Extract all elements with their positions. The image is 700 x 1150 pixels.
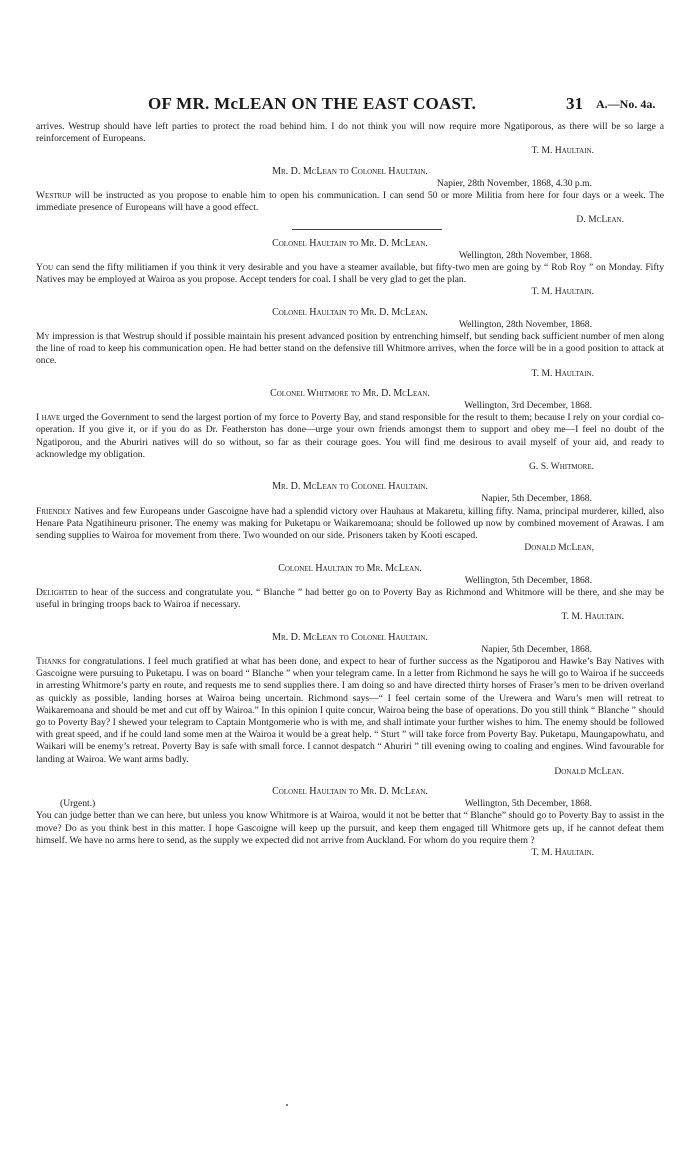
letter-heading: Colonel Haultain to Mr. D. McLean. — [272, 306, 428, 318]
letter-signature: T. M. Haultain. — [531, 367, 594, 379]
letter-heading: Colonel Haultain to Mr. D. McLean. — [272, 237, 428, 249]
letter-dateline: Wellington, 5th December, 1868. — [464, 574, 592, 586]
letter-text: Natives and few Europeans under Gascoigne have had a splendid victory over Hauhaus at Makaretu, killing fifty. Nama, principal murderer, killed, also Henare Pata Ngatihineuru prisoner. The enemy was making for Puketapu or Waikaremoana; should be followed up now by combined movement of Arawas. I am sending supplies to Wairoa for movement from there. Two wounded on our side. Prisoners taken by Kooti escaped. — [36, 505, 664, 542]
letter — [36, 307, 664, 380]
section-divider — [292, 229, 442, 230]
document-body — [36, 121, 664, 859]
letter-body — [36, 587, 664, 611]
letter — [36, 481, 664, 554]
letter-body — [36, 412, 664, 461]
letter-body — [36, 262, 664, 286]
letter-lead-word: Friendly — [36, 505, 72, 517]
letter — [36, 238, 664, 299]
letter-text: impression is that Westrup should if possible maintain his present advanced position by entrenching himself, but sending back sufficient number of men along the line of road to keep his communication open. He had better stand on the defensive till Whitmore arrives, when the force will be in a good position to attack at once. — [36, 331, 664, 367]
letter-signature: Donald McLean. — [554, 765, 624, 777]
letter-signature: T. M. Haultain. — [531, 286, 594, 298]
letter-heading: Mr. D. McLean to Colonel Haultain. — [272, 481, 428, 493]
letter-dateline: Napier, 5th December, 1868. — [481, 493, 592, 505]
letter — [36, 563, 664, 624]
letter-lead-word: Delighted — [36, 586, 78, 598]
letter-signature: T. M. Haultain. — [531, 846, 594, 858]
letter-lead-word: You — [36, 262, 54, 274]
letter-text: can send the fifty militiamen if you think it very desirable and you have a steamer available, but fifty-two men are going by “ Rob Roy ” on Monday. Fifty Natives may be employed at Wairoa as you propose. Accept tenders for coal. I shall be very glad to get the plan. — [36, 262, 664, 286]
letter-heading: Colonel Haultain to Mr. D. McLean. — [272, 785, 428, 797]
letter-text: will be instructed as you propose to enable him to open his communication. I can send 50 or more Militia from here for four days or a week. The immediate presence of Europeans will have a good effect. — [36, 190, 664, 214]
document-reference: A.—No. 4a. — [596, 97, 656, 111]
letter-dateline: Napier, 28th November, 1868, 4.30 p.m. — [436, 177, 592, 189]
running-title: OF MR. McLEAN ON THE EAST COAST. — [148, 94, 477, 113]
letter-text: to hear of the success and congratulate you. “ Blanche ” had better go on to Poverty Bay as Richmond and Whitmore will be there, and she may be useful in bringing troops back to Wairoa if necessary. — [36, 586, 664, 611]
letter-signature: G. S. Whitmore. — [528, 461, 594, 473]
letter-body — [36, 506, 664, 543]
letter — [36, 632, 664, 778]
letter-text: for congratulations. I feel much gratified at what has been done, and expect to hear of further success as the Ngatiporou and Hawke’s Bay Natives with Gascoigne were pursuing to Puketapu. I was on board “ Blanche ” when your telegram came. In a letter from Richmond he says he will go to Wairoa if he succeeds in arresting Whitmore’s party en route, and requests me to send supplies there. I am doing so and have directed thirty horses of Fraser’s men to be driven overland as quickly as possible, landing horses at Wairoa being uncertain. Richmond says—“ I feel certain some of the Urewera and Waru’s men will retreat to Waikaremoana and should be met and cut off by Wairoa.” In this opinion I quite concur, Wairoa being the base of operations. Do you still think “ Blanche ” should go to Poverty Bay? I shewed your telegram to Captain Montgomerie who is with me, and shall intimate your further wishes to him. The enemy should be followed with great speed, and if he could land some men at the Wairoa it would be a great help. “ Sturt ” will take force from Poverty Bay. Puketapu, Maungapowhatu, and Waikari will be enemy’s retreat. Poverty Bay is safe with small force. I cannot despatch “ Ahuriri ” till evening owing to coaling and engines. Wind favourable for landing at Wairoa. We want arms badly. — [36, 655, 664, 765]
letter-signature: D. McLean. — [576, 214, 624, 226]
intro-paragraph: arrives. Westrup should have left parties to protect the road behind him. I do not think you will now require more Ngatiporous, as there will be so large a reinforcement of Europeans. — [36, 121, 664, 145]
letter-dateline: Wellington, 3rd December, 1868. — [464, 400, 592, 412]
letter-dateline: Wellington, 28th November, 1868. — [458, 318, 592, 330]
letter-body — [36, 656, 664, 766]
letter-lead-word: Westrup — [36, 190, 72, 202]
letter-dateline: Napier, 5th December, 1868. — [481, 643, 592, 655]
stray-mark — [286, 1104, 288, 1106]
letter-dateline-row — [36, 798, 664, 810]
page-number: 31 — [566, 94, 583, 113]
letter-heading: Mr. D. McLean to Colonel Haultain. — [272, 631, 428, 643]
letter-lead-word: I have — [36, 412, 61, 424]
letter-text: urged the Government to send the largest portion of my force to Poverty Bay, and stand responsible for the result to them; because I rely on your cordial co-operation. If you give it, or if you do as Dr. Featherston has done—urge your own friends amongst them to support and obey me—I feel no doubt of the Ngatiporou, and the Aburiri natives will do so without, so far as their courage goes. You will find me desirous to avail myself of your aid, and ready to acknowledge my obligation. — [36, 412, 664, 460]
letter-dateline: Wellington, 28th November, 1868. — [458, 249, 592, 261]
letter-signature: T. M. Haultain. — [561, 611, 624, 623]
letter — [36, 388, 664, 473]
letter-lead-word: Thanks — [36, 655, 66, 667]
letter-body — [36, 190, 664, 214]
running-header — [0, 94, 700, 114]
letter-dateline: Wellington, 5th December, 1868. — [464, 798, 592, 810]
letter-lead-word: My — [36, 331, 50, 343]
intro-signature: T. M. Haultain. — [531, 145, 594, 157]
letter-body: You can judge better than we can here, but unless you know Whitmore is at Wairoa, would it not be better that “ Blanche” should go to Poverty Bay to assist in the move? Do as you think best in this matter. I hope Gascoigne will keep up the pursuit, and keep them engaged till Whitmore gets up, if he cannot defeat them himself. We have no arms here to send, as the supply we expected did not arrive from Auckland. For whom do you require them ? — [36, 810, 664, 846]
letter-heading: Mr. D. McLean to Colonel Haultain. — [272, 165, 428, 177]
urgent-marker: (Urgent.) — [60, 798, 96, 810]
letter-signature: Donald McLean, — [524, 542, 594, 554]
letter-heading: Colonel Haultain to Mr. McLean. — [278, 562, 422, 574]
letter — [36, 166, 664, 230]
letter-body — [36, 331, 664, 368]
letter — [36, 786, 664, 859]
letter-heading: Colonel Whitmore to Mr. D. McLean. — [270, 387, 430, 399]
